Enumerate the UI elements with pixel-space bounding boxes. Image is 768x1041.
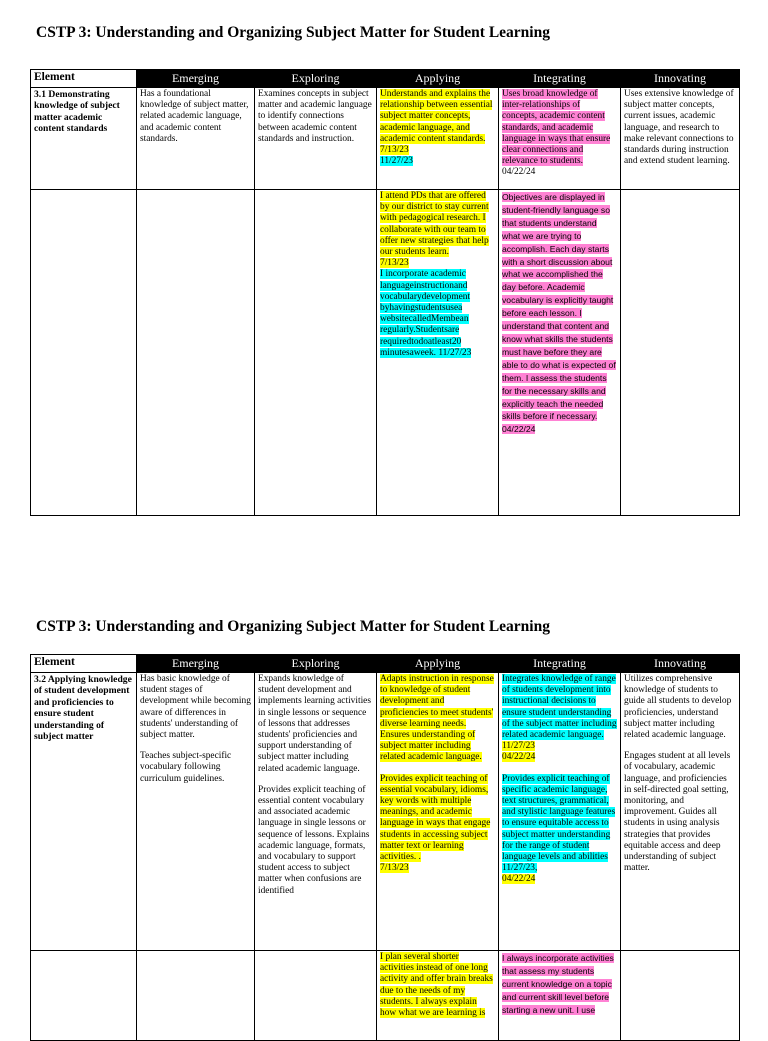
descriptor-text: Engages student at all levels of vocabulary, academic language, and proficiencies in self-directed goal setting, monitoring, and improvement. Guides all students in using analysis strategies that provides equitable access and deep understanding of subject matter. [624, 751, 731, 874]
level-header-integrating: Integrating [499, 70, 621, 88]
evidence-innovating [621, 190, 740, 516]
element-name: 3.1 Demonstrating knowledge of subject matter academic content standards [31, 88, 137, 190]
evidence-element [31, 190, 137, 516]
evidence-integrating [499, 951, 621, 1041]
highlighted-text: I attend PDs that are offered by our district to stay current with pedagogical research. I collaborate with our team to offer new strategies that help our students learn. [380, 191, 489, 258]
descriptor-integrating [499, 673, 621, 951]
level-header-innovating: Innovating [621, 655, 740, 673]
highlighted-text: I always incorporate activities that assess my students current knowledge on a topic and current skill level before starting a new unit. I use [502, 953, 614, 1015]
element-header: Element [31, 655, 137, 673]
highlighted-text: Adapts instruction in response to knowledge of student development and proficiencies to meet students' diverse learning needs. Ensures understanding of subject matter including related academic language. [380, 674, 494, 763]
evidence-applying [377, 190, 499, 516]
evidence-exploring [255, 951, 377, 1041]
evidence-applying [377, 951, 499, 1041]
highlighted-text: Objectives are displayed in student-friendly language so that students understand what we are trying to accomplish. Each day starts with a short discussion about what we accomplished the day before. Academic vocabulary is explicitly taught before each lesson. I understand that content and know what skills the students must have before they are able to do what is expected of them. I assess the students for the necessary skills and explicitly teach the needed skills before if necessary. [502, 192, 616, 422]
section-title: CSTP 3: Understanding and Organizing Subject Matter for Student Learning [36, 618, 550, 635]
descriptor-exploring: Examines concepts in subject matter and academic language to identify connections between academic content standards and instruction. [255, 88, 377, 190]
level-header-applying: Applying [377, 70, 499, 88]
descriptor-innovating [621, 673, 740, 951]
descriptor-emerging: Has a foundational knowledge of subject matter, related academic language, and academic content standards. [137, 88, 255, 190]
evidence-emerging [137, 951, 255, 1041]
cstp-table [30, 654, 740, 1041]
date-stamp: 04/22/24 [502, 167, 536, 178]
level-header-exploring: Exploring [255, 655, 377, 673]
evidence-integrating [499, 190, 621, 516]
date-stamp: 11/27/23, [502, 863, 538, 874]
date-stamp: 7/13/23 [380, 258, 409, 269]
date-stamp: 7/13/23 [380, 145, 409, 156]
highlighted-text: I plan several shorter activities instead of one long activity and offer brain breaks due to the needs of my students. I always explain how what we are learning is [380, 952, 493, 1019]
evidence-exploring [255, 190, 377, 516]
evidence-innovating [621, 951, 740, 1041]
level-header-exploring: Exploring [255, 70, 377, 88]
level-header-emerging: Emerging [137, 655, 255, 673]
descriptor-text: Teaches subject-specific vocabulary following curriculum guidelines. [140, 751, 232, 784]
level-header-emerging: Emerging [137, 70, 255, 88]
highlighted-text: Uses broad knowledge of inter-relationships of concepts, academic content standards, and academic language in ways that ensure clear connections and relevance to students. [502, 89, 611, 167]
level-header-innovating: Innovating [621, 70, 740, 88]
element-name: 3.2 Applying knowledge of student development and proficiencies to ensure student understanding of subject matter [31, 673, 137, 951]
date-stamp: 04/22/24 [502, 424, 536, 435]
descriptor-text: Has basic knowledge of student stages of development while becoming aware of differences in students' understanding of subject matter. [140, 674, 251, 741]
descriptor-applying [377, 673, 499, 951]
level-header-applying: Applying [377, 655, 499, 673]
date-stamp: 04/22/24 [502, 874, 536, 885]
descriptor-exploring [255, 673, 377, 951]
highlighted-text: Provides explicit teaching of essential vocabulary, idioms, key words with multiple meanings, and academic language in ways that engage students in accessing subject matter text or learning activities. . [380, 773, 491, 863]
evidence-emerging [137, 190, 255, 516]
descriptor-innovating: Uses extensive knowledge of subject matter concepts, current issues, academic language, and research to make relevant connections to standards during instruction and extend student learning. [621, 88, 740, 190]
highlighted-text: Understands and explains the relationship between essential subject matter concepts, academic language, and academic content standards. [380, 89, 493, 144]
descriptor-emerging [137, 673, 255, 951]
date-stamp: 04/22/24 [502, 752, 536, 763]
descriptor-text: Utilizes comprehensive knowledge of students to guide all students to develop proficiencies, understand subject matter including related academic language. [624, 674, 732, 741]
level-header-integrating: Integrating [499, 655, 621, 673]
evidence-element [31, 951, 137, 1041]
descriptor-integrating [499, 88, 621, 190]
date-stamp: 7/13/23 [380, 863, 409, 874]
element-header: Element [31, 70, 137, 88]
highlighted-text: Integrates knowledge of range of students development into instructional decisions to ensure student understanding of the subject matter including related academic language. [502, 674, 617, 741]
descriptor-applying [377, 88, 499, 190]
highlighted-text: I incorporate academic languageinstructionand vocabularydevelopment byhavingstudentsusea websitecalledMembean regularly.Studentsare requiredtodoatleast20 minutesaweek. 11/27/23 [380, 269, 472, 358]
descriptor-text: Expands knowledge of student development and implements learning activities in single lessons or sequence of lessons that addresses students' proficiencies and support understanding of subject matter including related academic language. [258, 674, 371, 774]
section-title: CSTP 3: Understanding and Organizing Subject Matter for Student Learning [36, 24, 550, 41]
date-stamp: 11/27/23 [380, 156, 413, 167]
descriptor-text: Provides explicit teaching of essential content vocabulary and associated academic language in single lessons or sequence of lessons. Explains academic language, formats, and vocabulary to support student access to subject matter when confusions are identified [258, 784, 370, 896]
highlighted-text: Provides explicit teaching of specific academic language, text structures, grammatical, and stylistic language features to ensure equitable access to subject matter understanding for the range of student language levels and abilities [502, 773, 616, 863]
cstp-table [30, 69, 740, 516]
date-stamp: 11/27/23 [502, 741, 535, 752]
